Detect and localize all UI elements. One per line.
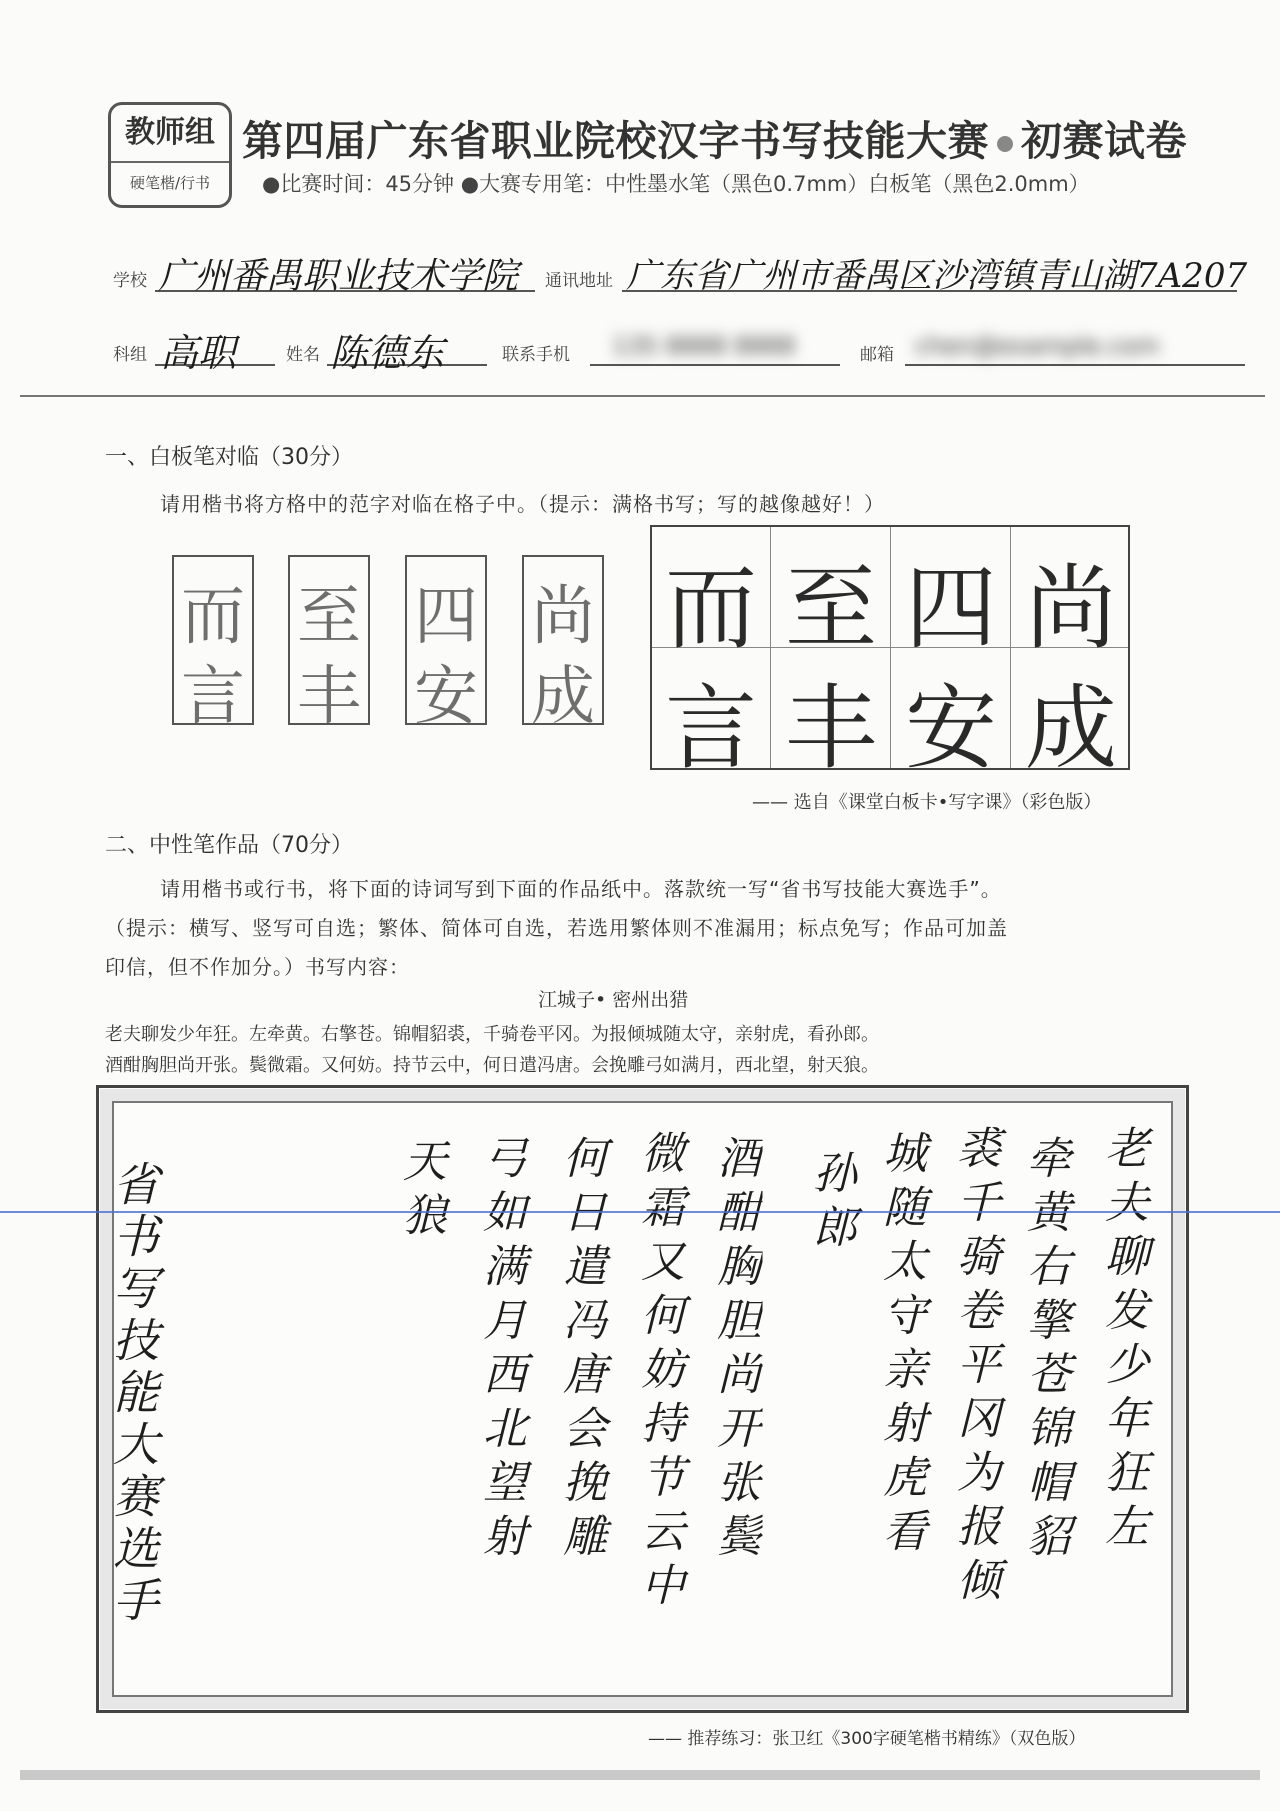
model-char-bottom: 成: [531, 660, 595, 734]
section2-heading: 二、中性笔作品（70分）: [105, 833, 353, 858]
practice-char: 丰: [784, 675, 877, 782]
school-value[interactable]: 广州番禺职业技术学院: [158, 256, 519, 297]
poem-column-6: 酒酣胸胆尚开张鬓: [709, 1135, 760, 1567]
practice-char: 安: [904, 675, 997, 782]
model-char-bottom: 丰: [297, 660, 361, 734]
practice-char: 言: [664, 675, 757, 782]
exam-title-sub: 初赛试卷: [1021, 117, 1187, 165]
model-cell-2: [288, 555, 370, 734]
email-value-blurred[interactable]: chen@example.com: [915, 332, 1160, 360]
school-label: 学校: [113, 271, 147, 291]
phone-underline: [590, 364, 840, 366]
section2-instruction-1: 请用楷书或行书，将下面的诗词写到下面的作品纸中。落款统一写“省书写技能大赛选手”。: [160, 877, 1002, 901]
email-label: 邮箱: [860, 345, 894, 365]
poem-column-2: 牵黄右擎苍锦帽貂: [1019, 1135, 1070, 1567]
exam-rules: ●比赛时间：45分钟 ●大赛专用笔：中性墨水笔（黑色0.7mm）白板笔（黑色2.0mm）: [262, 172, 1090, 196]
poem-line-1: 老夫聊发少年狂。左牵黄。右擎苍。锦帽貂裘，千骑卷平冈。为报倾城随太守，亲射虎，看孙郎。: [105, 1024, 879, 1045]
signature-column: 省书写技能大赛选手: [106, 1160, 160, 1628]
model-char-top: 至: [297, 580, 361, 654]
practice-grid[interactable]: [650, 525, 1130, 782]
poem-column-8: 何日遣冯唐会挽雕: [555, 1135, 606, 1567]
practice-char: 至: [784, 555, 877, 662]
poem-line-2: 酒酣胸胆尚开张。鬓微霜。又何妨。持节云中，何日遣冯唐。会挽雕弓如满月，西北望，射天狼。: [105, 1055, 879, 1076]
phone-label: 联系手机: [502, 345, 570, 365]
section2-instruction-3: 印信，但不作加分。）书写内容：: [105, 955, 410, 979]
exam-title: [242, 108, 1187, 167]
scan-line: [0, 1211, 1280, 1213]
practice-char: 尚: [1024, 555, 1117, 662]
exam-title-main: 第四届广东省职业院校汉字书写技能大赛: [242, 117, 989, 165]
group-badge: [108, 102, 232, 208]
address-label: 通讯地址: [545, 271, 613, 291]
model-char-bottom: 言: [181, 660, 245, 734]
poem-title: 江城子• 密州出猎: [538, 989, 689, 1011]
poem-column-1: 老夫聊发少年狂左: [1097, 1125, 1148, 1557]
address-value[interactable]: 广东省广州市番禺区沙湾镇青山湖7A207: [626, 256, 1248, 296]
model-char-bottom: 安: [414, 660, 478, 734]
badge-top-label: 教师组: [111, 105, 229, 163]
model-cell-4: [522, 555, 604, 734]
model-char-top: 而: [181, 580, 245, 654]
practice-char: 而: [664, 555, 757, 662]
name-value[interactable]: 陈德东: [330, 331, 445, 375]
group-label: 科组: [113, 345, 147, 365]
group-value[interactable]: 高职: [160, 331, 237, 375]
header-separator: [20, 395, 1265, 397]
poem-column-5: 孙郎: [805, 1150, 856, 1258]
poem-column-9: 弓如满月西北望射: [475, 1135, 526, 1567]
model-char-top: 四: [414, 580, 478, 654]
phone-value-blurred[interactable]: 135 8888 8888: [612, 332, 796, 360]
poem-column-3: 裘千骑卷平冈为报倾: [949, 1125, 1000, 1611]
poem-column-10: 天狼: [395, 1138, 446, 1246]
name-label: 姓名: [286, 345, 320, 365]
section1-source: —— 选自《课堂白板卡•写字课》（彩色版）: [752, 792, 1102, 813]
recommend-note: —— 推荐练习：张卫红《300字硬笔楷书精练》（双色版）: [648, 1729, 1086, 1749]
section1-instruction: 请用楷书将方格中的范字对临在格子中。（提示：满格书写；写的越像越好！）: [160, 492, 885, 516]
practice-char: 成: [1024, 675, 1117, 782]
model-char-top: 尚: [531, 580, 595, 654]
model-cell-1: [172, 555, 254, 734]
badge-bottom-label: 硬笔楷/行书: [129, 174, 211, 192]
section2-instruction-2: （提示：横写、竖写可自选；繁体、简体可自选，若选用繁体则不准漏用；标点免写；作品可加盖: [105, 916, 1008, 940]
model-cell-3: [405, 555, 487, 734]
poem-column-7: 微霜又何妨持节云中: [633, 1130, 684, 1616]
bottom-bar: [20, 1770, 1260, 1780]
poem-column-4: 城随太守亲射虎看: [875, 1130, 926, 1562]
email-underline: [905, 364, 1245, 366]
dot-icon: [997, 136, 1013, 152]
section1-heading: 一、白板笔对临（30分）: [105, 445, 353, 470]
practice-char: 四: [904, 555, 997, 662]
